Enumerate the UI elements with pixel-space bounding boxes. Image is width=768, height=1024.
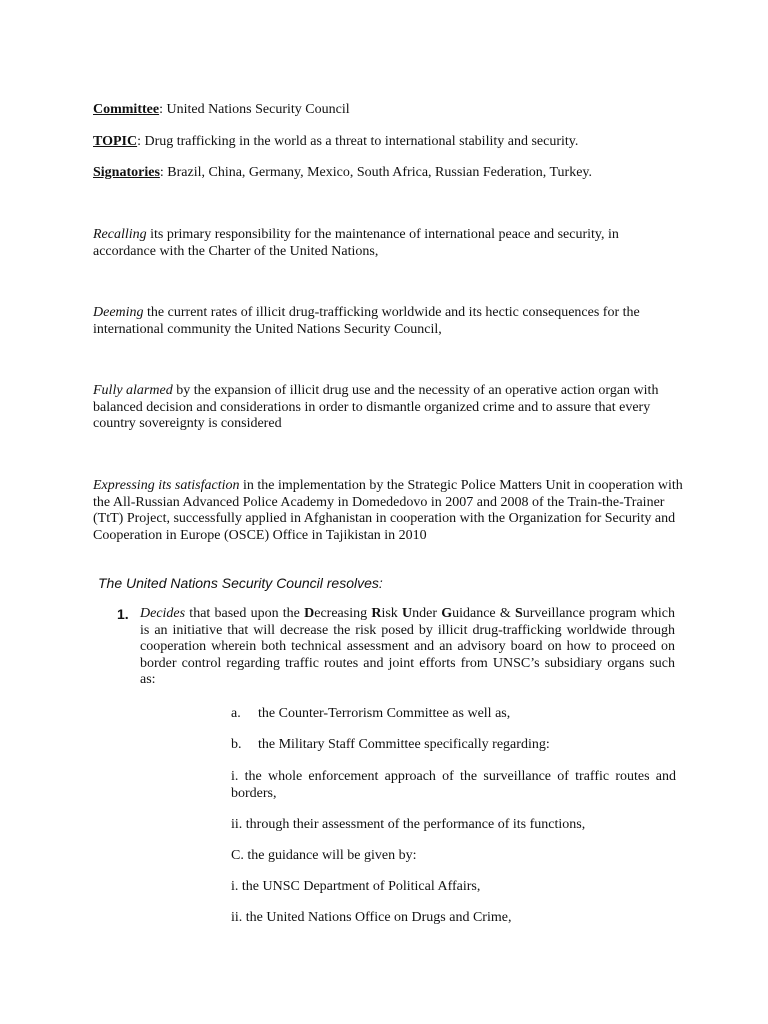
preambular-clause [93, 383, 683, 433]
acronym-letter: U [401, 606, 413, 621]
preambular-verb: Fully alarmed [93, 383, 173, 398]
preambular-text: in the implementation by the Strategic Police Matters Unit in cooperation with the All-Russian Advanced Police Academy in Domededovo in 2007 and 2008 of the Train-the-Trainer (TtT) Project, successfully applied in Afghanistan in cooperation with the Organization for Security and Cooperation in Europe (OSCE) Office in Tajikistan in 2010 [93, 478, 683, 543]
topic-line [93, 134, 578, 151]
preambular-clause [93, 305, 683, 338]
preambular-clause [93, 227, 673, 260]
signatories-label: Signatories [93, 165, 160, 180]
signatories-value: : Brazil, China, Germany, Mexico, South Africa, Russian Federation, Turkey. [159, 165, 593, 180]
preambular-verb: Expressing its satisfaction [93, 478, 240, 493]
committee-line [93, 102, 350, 119]
operative-clause [140, 606, 675, 689]
operative-number: 1. [117, 606, 129, 622]
topic-value: : Drug trafficking in the world as a threat to international stability and security. [137, 134, 579, 149]
preambular-text: by the expansion of illicit drug use and the necessity of an operative action organ with balanced decision and considerations in order to dismantle organized crime and to assure that every country sovereignty is considered [93, 383, 659, 431]
sub-clause-marker: b. [231, 737, 242, 752]
sub-clause [231, 879, 676, 896]
signatories-line [93, 165, 592, 182]
operative-text: program which is an initiative that will decrease the risk posed by illicit drug-trafficking worldwide through cooperation wherein both technical assessment and an advisory board on how to proceed on border control regarding traffic routes and joint efforts from UNSC’s subsidiary organs such as: [140, 606, 675, 687]
sub-clause-text: i. the UNSC Department of Political Affairs, [231, 879, 481, 894]
acronym-word: nder [412, 606, 442, 621]
sub-clause-text: C. the guidance will be given by: [231, 848, 417, 863]
acronym-letter: S [514, 606, 523, 621]
sub-clause [231, 706, 676, 723]
sub-clause [231, 848, 676, 865]
acronym-word: uidance & [452, 606, 515, 621]
acronym-word: isk [381, 606, 402, 621]
sub-clause [231, 769, 676, 802]
preambular-clause [93, 478, 683, 544]
committee-label: Committee [93, 102, 160, 117]
preambular-text: its primary responsibility for the maintenance of international peace and security, in accordance with the Charter of the United Nations, [93, 227, 619, 259]
sub-clause-text: i. the whole enforcement approach of the surveillance of traffic routes and borders, [231, 769, 676, 801]
sub-clause-text: the Military Staff Committee specifically regarding: [258, 737, 550, 752]
acronym-word: urveillance [522, 606, 585, 621]
acronym-letter: D [304, 606, 315, 621]
preambular-text: the current rates of illicit drug-trafficking worldwide and its hectic consequences for the international community the United Nations Security Council, [93, 305, 640, 337]
sub-clause [231, 910, 676, 927]
committee-value: : United Nations Security Council [159, 102, 350, 117]
sub-clause [231, 817, 676, 834]
preambular-verb: Deeming [93, 305, 144, 320]
acronym-word: ecreasing [314, 606, 372, 621]
sub-clause-marker: a. [231, 706, 241, 721]
acronym-letter: G [441, 606, 453, 621]
operative-text: that based upon the [185, 606, 305, 621]
acronym-letter: R [371, 606, 382, 621]
topic-label: TOPIC [93, 134, 138, 149]
sub-clause-text: ii. the United Nations Office on Drugs and Crime, [231, 910, 512, 925]
operative-verb: Decides [140, 606, 186, 621]
sub-clause [231, 737, 676, 754]
sub-clause-text: ii. through their assessment of the performance of its functions, [231, 817, 586, 832]
resolves-line: The United Nations Security Council resolves: [98, 575, 383, 591]
preambular-verb: Recalling [93, 227, 147, 242]
sub-clause-text: the Counter-Terrorism Committee as well as, [258, 706, 511, 721]
